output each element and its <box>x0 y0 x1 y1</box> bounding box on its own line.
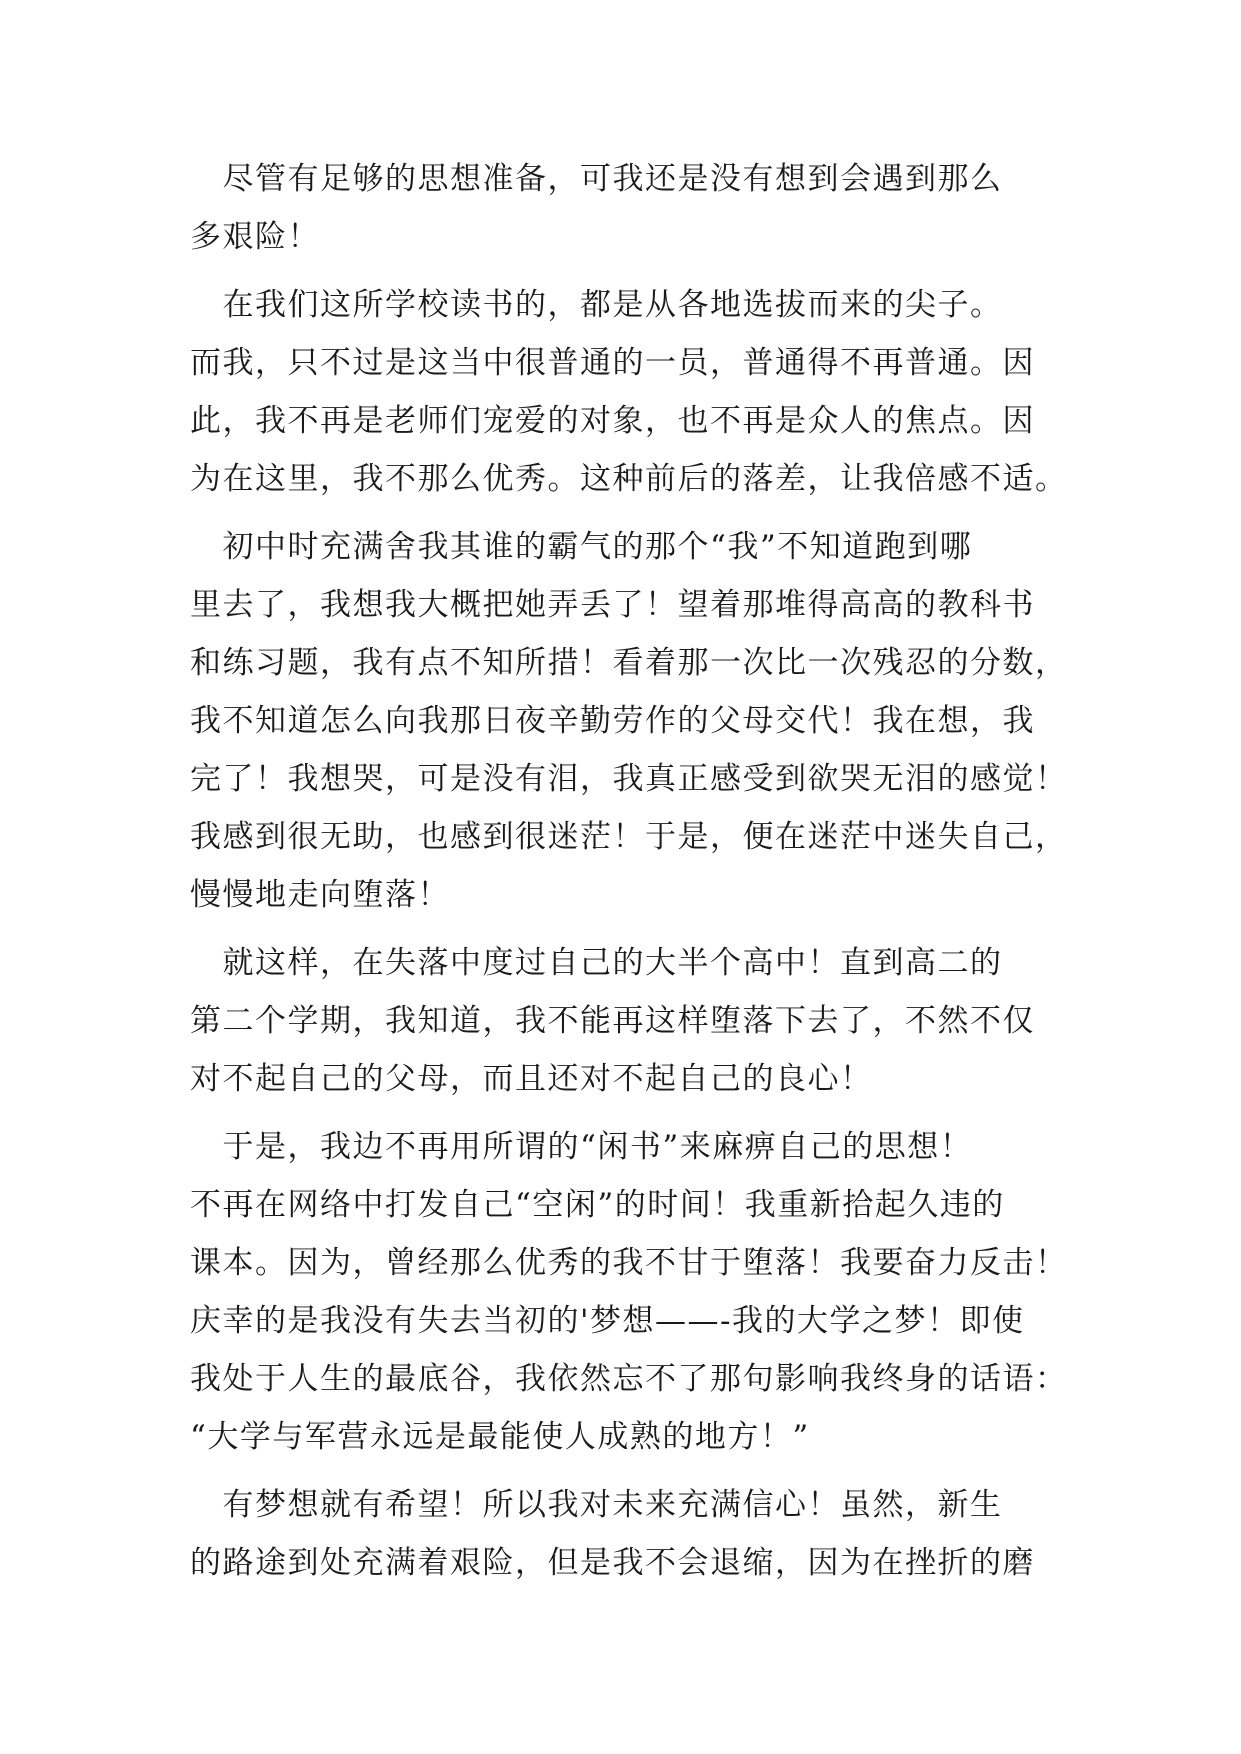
document-body <box>190 150 1090 1592</box>
paragraph-gap <box>190 924 1090 934</box>
text-line: “大学与军营永远是最能使人成熟的地方！” <box>190 1419 810 1455</box>
paragraph-gap <box>190 266 1090 276</box>
text-line: 有梦想就有希望！所以我对未来充满信心！虽然，新生 <box>190 1487 1003 1523</box>
text-line: 而我，只不过是这当中很普通的一员，普通得不再普通。因 <box>190 345 1035 381</box>
text-line: 此，我不再是老师们宠爱的对象，也不再是众人的焦点。因 <box>190 403 1035 439</box>
text-line: 庆幸的是我没有失去当初的'梦想——-我的大学之梦！即使 <box>190 1303 1025 1339</box>
text-line: 我不知道怎么向我那日夜辛勤劳作的父母交代！我在想，我 <box>190 703 1035 739</box>
text-line: 里去了，我想我大概把她弄丢了！望着那堆得高高的教科书 <box>190 587 1035 623</box>
text-line: 和练习题，我有点不知所措！看着那一次比一次残忍的分数， <box>190 645 1068 681</box>
text-line: 在我们这所学校读书的，都是从各地选拔而来的尖子。 <box>190 287 1003 323</box>
text-line: 不再在网络中打发自己“空闲”的时间！我重新拾起久违的 <box>190 1187 1005 1223</box>
text-line: 的路途到处充满着艰险，但是我不会退缩，因为在挫折的磨 <box>190 1545 1035 1581</box>
text-line: 多艰险！ <box>190 219 320 255</box>
text-line: 对不起自己的父母，而且还对不起自己的良心！ <box>190 1061 873 1097</box>
text-line: 就这样，在失落中度过自己的大半个高中！直到高二的 <box>190 945 1003 981</box>
text-line: 慢慢地走向堕落！ <box>190 877 450 913</box>
paragraph-gap <box>190 1466 1090 1476</box>
text-line: 于是，我边不再用所谓的“闲书”来麻痹自己的思想！ <box>190 1129 973 1165</box>
paragraph-gap <box>190 508 1090 518</box>
text-line: 我处于人生的最底谷，我依然忘不了那句影响我终身的话语： <box>190 1361 1068 1397</box>
text-line: 我感到很无助，也感到很迷茫！于是，便在迷茫中迷失自己， <box>190 819 1068 855</box>
paragraph-gap <box>190 1108 1090 1118</box>
text-line: 课本。因为，曾经那么优秀的我不甘于堕落！我要奋力反击！ <box>190 1245 1068 1281</box>
text-line: 第二个学期，我知道，我不能再这样堕落下去了，不然不仅 <box>190 1003 1035 1039</box>
text-line: 尽管有足够的思想准备，可我还是没有想到会遇到那么 <box>190 161 1003 197</box>
text-line: 初中时充满舍我其谁的霸气的那个“我”不知道跑到哪 <box>190 529 973 565</box>
text-line: 完了！我想哭，可是没有泪，我真正感受到欲哭无泪的感觉！ <box>190 761 1068 797</box>
text-line: 为在这里，我不那么优秀。这种前后的落差，让我倍感不适。 <box>190 461 1068 497</box>
